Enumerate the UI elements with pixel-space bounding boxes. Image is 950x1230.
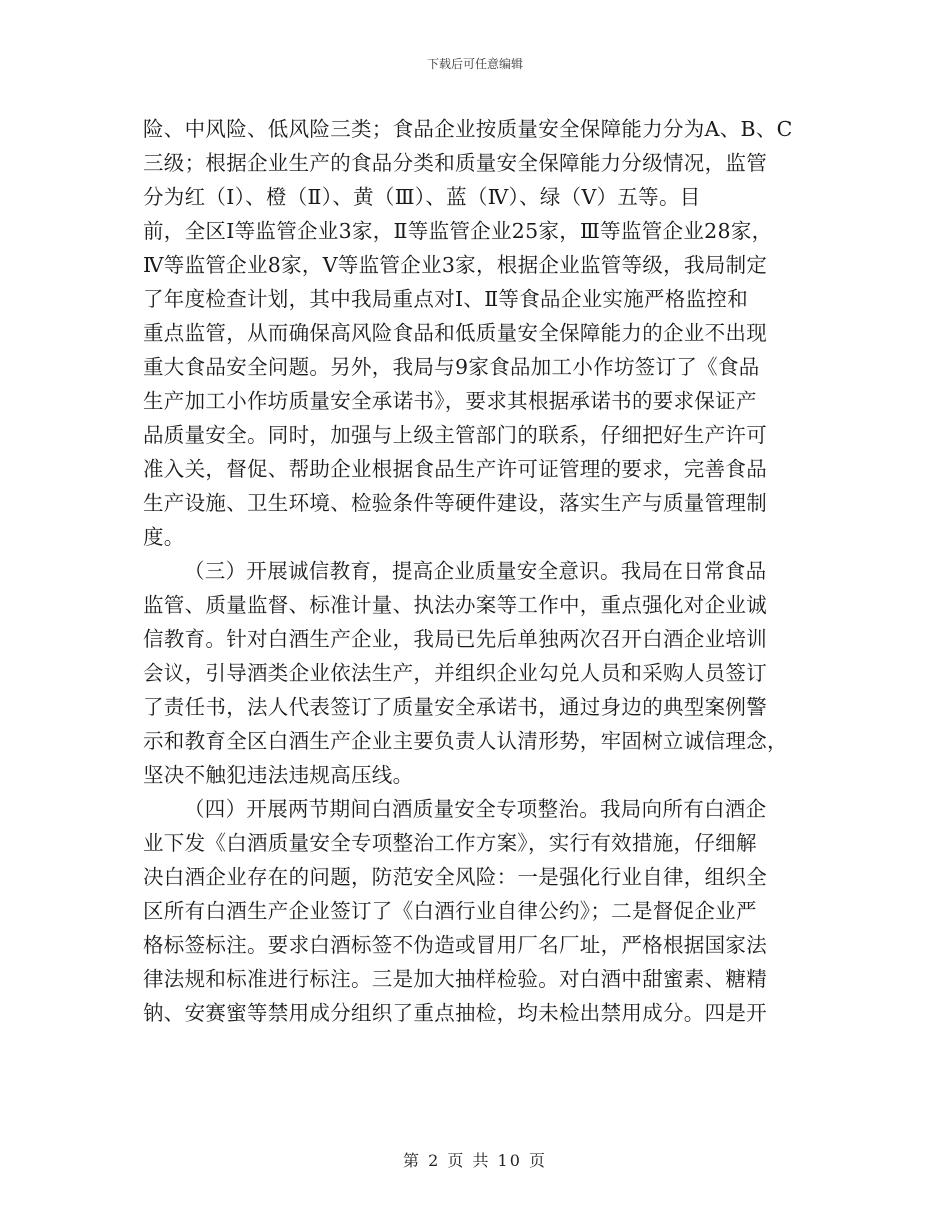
text-line: 会议，引导酒类企业依法生产，并组织企业勾兑人员和采购人员签订 bbox=[143, 661, 767, 685]
body-text bbox=[143, 112, 809, 1030]
text-line: 坚决不触犯违法违规高压线。 bbox=[143, 763, 414, 787]
text-line: 格标签标注。要求白酒标签不伪造或冒用厂名厂址，严格根据国家法 bbox=[143, 933, 767, 957]
text-line: 区所有白酒生产企业签订了《白酒行业自律公约》；二是督促企业严 bbox=[143, 899, 757, 923]
text-line: 业下发《白酒质量安全专项整治工作方案》，实行有效措施，仔细解 bbox=[143, 831, 757, 855]
text-line: 险、中风险、低风险三类；食品企业按质量安全保障能力分为A、B、C bbox=[143, 117, 793, 141]
paragraph-heading-3: （三）开展诚信教育，提高企业质量安全意识。我局在日常食品 bbox=[184, 559, 767, 583]
text-line: 了责任书，法人代表签订了质量安全承诺书，通过身边的典型案例警 bbox=[143, 695, 767, 719]
text-line: 决白酒企业存在的问题，防范安全风险：一是强化行业自律，组织全 bbox=[143, 865, 767, 889]
text-line: 前，全区Ⅰ等监管企业3家，Ⅱ等监管企业25家，Ⅲ等监管企业28家， bbox=[143, 219, 773, 243]
text-line: 生产加工小作坊质量安全承诺书》，要求其根据承诺书的要求保证产 bbox=[143, 389, 757, 413]
page-header: 下载后可任意编辑 bbox=[426, 57, 523, 71]
text-line: 生产设施、卫生环境、检验条件等硬件建设，落实生产与质量管理制 bbox=[143, 491, 767, 515]
text-line: 准入关，督促、帮助企业根据食品生产许可证管理的要求，完善食品 bbox=[143, 457, 767, 481]
text-line: 度。 bbox=[143, 525, 185, 549]
text-line: 了年度检查计划，其中我局重点对Ⅰ、Ⅱ等食品企业实施严格监控和 bbox=[143, 287, 749, 311]
text-line: Ⅳ等监管企业8家，Ⅴ等监管企业3家，根据企业监管等级，我局制定 bbox=[143, 253, 768, 277]
text-line: 重大食品安全问题。另外，我局与9家食品加工小作坊签订了《食品 bbox=[143, 355, 760, 379]
text-line: 三级；根据企业生产的食品分类和质量安全保障能力分级情况，监管 bbox=[143, 151, 767, 175]
page-footer: 第 2 页 共 10 页 bbox=[403, 1151, 547, 1170]
text-line: 钠、安赛蜜等禁用成分组织了重点抽检，均未检出禁用成分。四是开 bbox=[143, 1001, 767, 1025]
paragraph-heading-4: （四）开展两节期间白酒质量安全专项整治。我局向所有白酒企 bbox=[184, 797, 767, 821]
text-line: 信教育。针对白酒生产企业，我局已先后单独两次召开白酒企业培训 bbox=[143, 627, 767, 651]
text-line: 品质量安全。同时，加强与上级主管部门的联系，仔细把好生产许可 bbox=[143, 423, 767, 447]
text-line: 律法规和标准进行标注。三是加大抽样检验。对白酒中甜蜜素、糖精 bbox=[143, 967, 767, 991]
text-line: 监管、质量监督、标准计量、执法办案等工作中，重点强化对企业诚 bbox=[143, 593, 767, 617]
text-line: 重点监管，从而确保高风险食品和低质量安全保障能力的企业不出现 bbox=[143, 321, 767, 345]
text-line: 分为红（Ⅰ）、橙（Ⅱ）、黄（Ⅲ）、蓝（Ⅳ）、绿（Ⅴ）五等。目 bbox=[143, 185, 701, 209]
text-line: 示和教育全区白酒生产企业主要负责人认清形势，牢固树立诚信理念， bbox=[143, 729, 788, 753]
